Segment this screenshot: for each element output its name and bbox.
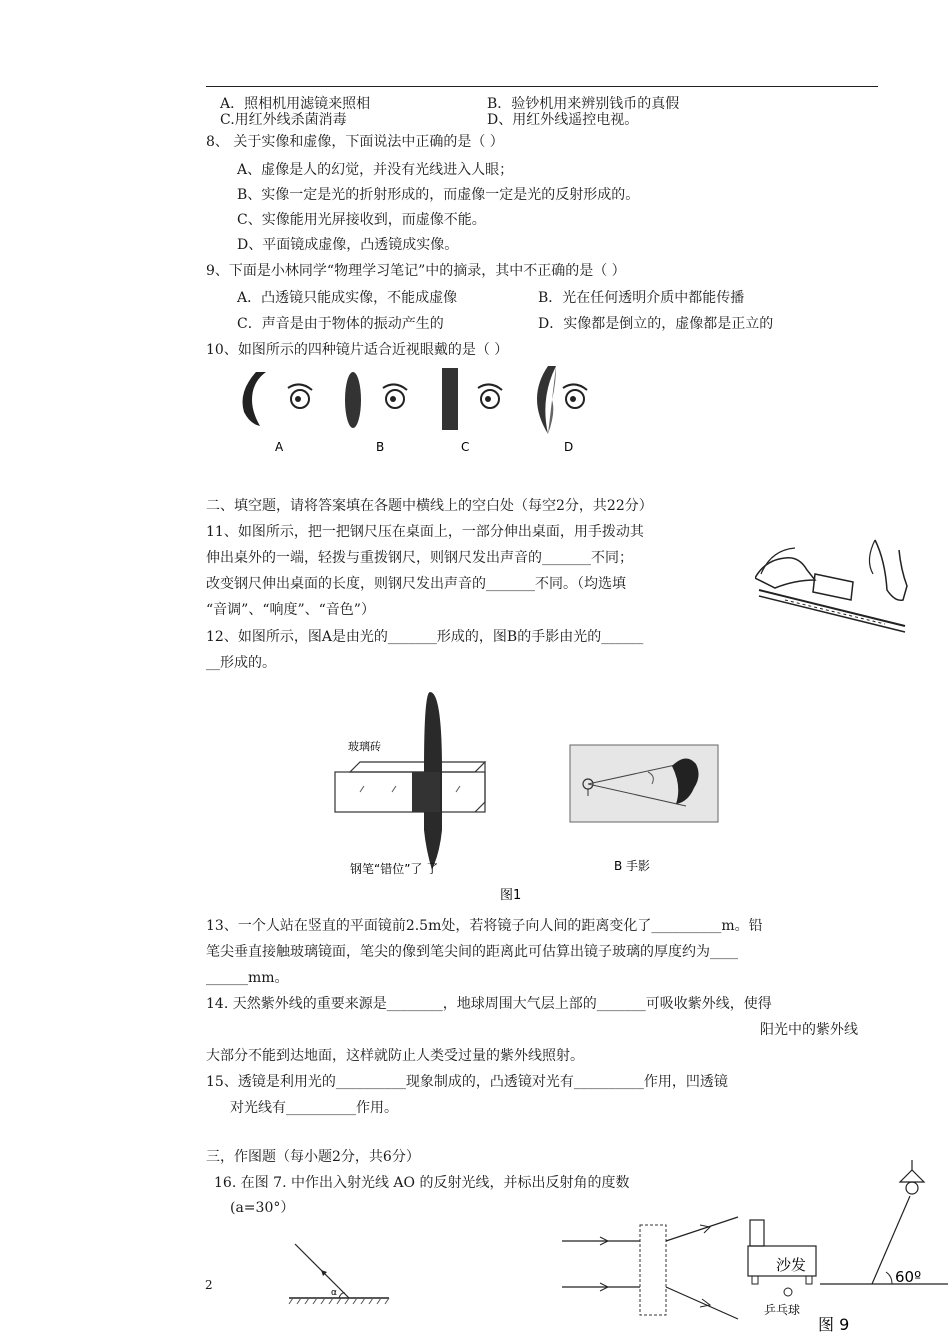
fig8-box-figure — [560, 1215, 740, 1325]
q12-line-2: __形成的。 — [206, 655, 276, 671]
fig9-figure — [740, 1160, 950, 1344]
lens-label-d: D — [564, 440, 574, 454]
q9-option-b: B．光在任何透明介质中都能传播 — [538, 290, 745, 306]
q12-line-1: 12、如图所示，图A是由光的_______形成的，图B的手影由光的______ — [206, 629, 644, 645]
q16-line-2: (a=30°） — [230, 1200, 295, 1216]
lens-label-a: A — [275, 440, 284, 454]
caption-a: 钢笔“错位”了 了 — [350, 862, 439, 876]
q13-line-2: 笔尖垂直接触玻璃镜面，笔尖的像到笔尖间的距离此可估算出镜子玻璃的厚度约为____ — [206, 944, 738, 960]
q12-figure — [330, 690, 740, 905]
q10-stem: 10、如图所示的四种镜片适合近视眼戴的是（ ） — [206, 342, 509, 358]
hand-shadow-figure — [570, 745, 718, 873]
lens-d — [537, 366, 587, 454]
lens-a — [243, 372, 313, 454]
lens-b — [345, 372, 407, 454]
lens-c — [442, 368, 502, 454]
q14-line-1: 14. 天然紫外线的重要来源是________，地球周围大气层上部的_______可吸收紫外线，使得 — [206, 996, 772, 1012]
header-rule — [206, 86, 878, 87]
figure-1-caption: 图1 — [500, 888, 522, 903]
q13-line-1: 13、一个人站在竖直的平面镜前2.5m处，若将镜子向人间的距离变化了__________m。铅 — [206, 918, 763, 934]
angle-label: 60º — [895, 1268, 922, 1286]
q9-stem: 9、下面是小林同学“物理学习笔记”中的摘录，其中不正确的是（ ） — [206, 263, 626, 279]
q14-line-2: 阳光中的紫外线 — [760, 1022, 858, 1038]
lens-label-c: C — [461, 440, 470, 454]
ping-pong-ball-label: 乒乓球 — [764, 1303, 801, 1317]
q10-lens-figure — [230, 362, 630, 462]
q11-line-3: 改变钢尺伸出桌面的长度，则钢尺发出声音的_______不同。（均选填 — [206, 576, 626, 592]
q8-stem: 8、 关于实像和虚像，下面说法中正确的是（ ） — [206, 134, 504, 150]
fig7-mirror-figure — [285, 1240, 395, 1306]
q15-line-1: 15、透镜是利用光的__________现象制成的，凸透镜对光有__________作用，凹透镜 — [206, 1074, 728, 1090]
q7-option-c: C.用红外线杀菌消毒 — [220, 112, 347, 128]
q8-option-a: A、虚像是人的幻觉，并没有光线进入人眼； — [237, 162, 514, 178]
q11-line-4: “音调”、“响度”、“音色”） — [206, 602, 375, 618]
glass-brick-figure — [335, 692, 485, 876]
q8-option-c: C、实像能用光屏接收到，而虚像不能。 — [237, 212, 486, 228]
q15-line-2: 对光线有__________作用。 — [230, 1100, 398, 1116]
caption-b: B 手影 — [614, 859, 651, 873]
figure-9-caption: 图 9 — [818, 1315, 850, 1334]
q8-option-b: B、实像一定是光的折射形成的，而虚像一定是光的反射形成的。 — [237, 187, 640, 203]
q13-line-3: ______mm。 — [206, 970, 289, 986]
glass-brick-label: 玻璃砖 — [348, 740, 381, 753]
lens-label-b: B — [376, 440, 385, 454]
section-2-title: 二、填空题，请将答案填在各题中横线上的空白处（每空2分，共22分） — [206, 498, 653, 514]
q9-option-a: A．凸透镜只能成实像，不能成虚像 — [237, 290, 458, 306]
q9-option-d: D．实像都是倒立的，虚像都是正立的 — [538, 316, 774, 332]
section-3-title: 三，作图题（每小题2分，共6分） — [206, 1149, 420, 1165]
q16-line-1: 16. 在图 7. 中作出入射光线 AO 的反射光线，并标出反射角的度数 — [214, 1175, 630, 1191]
q14-line-3: 大部分不能到达地面，这样就防止人类受过量的紫外线照射。 — [206, 1048, 584, 1064]
sofa-label: 沙发 — [776, 1256, 807, 1274]
q11-line-2: 伸出桌外的一端，轻拨与重拨钢尺，则钢尺发出声音的_______不同； — [206, 550, 633, 566]
q11-line-1: 11、如图所示，把一把钢尺压在桌面上，一部分伸出桌面，用手拨动其 — [206, 524, 644, 540]
q11-ruler-figure — [755, 530, 915, 635]
alpha-label: α — [331, 1288, 337, 1298]
q7-option-b: B．验钞机用来辨别钱币的真假 — [487, 96, 680, 112]
q7-option-a: A．照相机用滤镜来照相 — [220, 96, 371, 112]
page-number: 2 — [205, 1278, 213, 1292]
q7-option-d: D、用红外线遥控电视。 — [487, 112, 639, 128]
q8-option-d: D、平面镜成虚像，凸透镜成实像。 — [237, 237, 459, 253]
q9-option-c: C．声音是由于物体的振动产生的 — [237, 316, 444, 332]
